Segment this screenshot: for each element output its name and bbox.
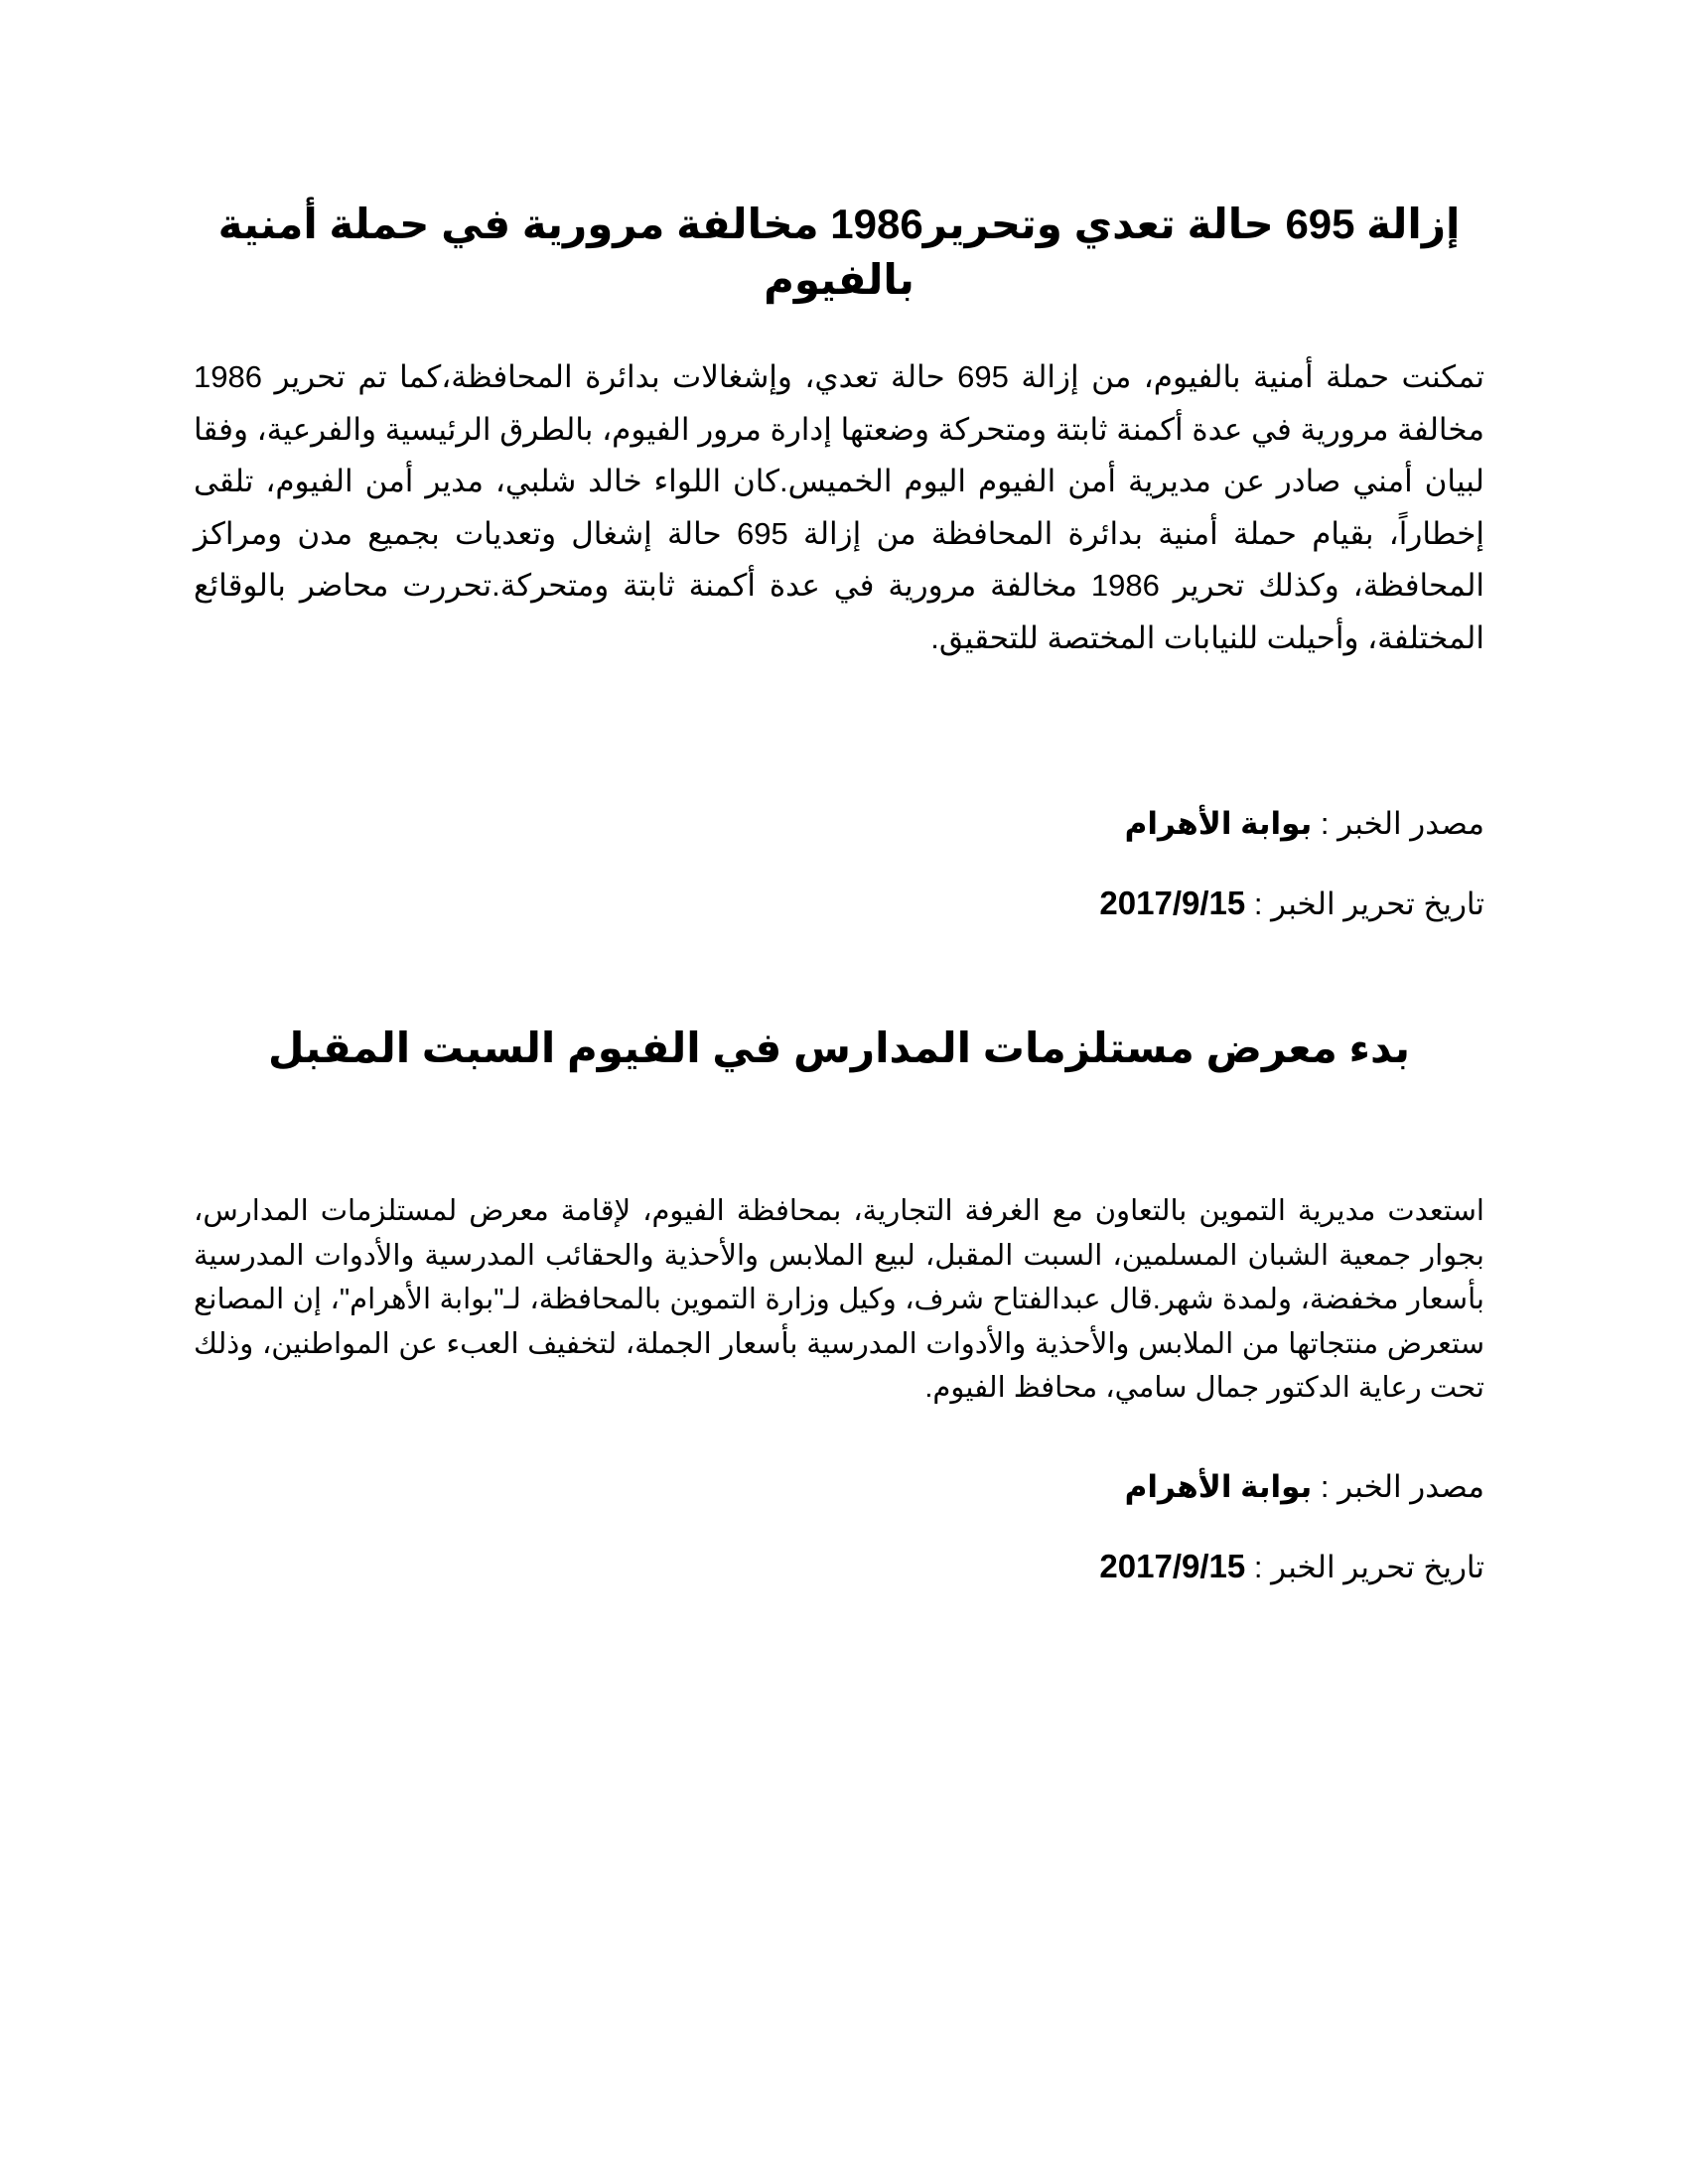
article-2-source-value: بوابة الأهرام <box>1124 1469 1313 1504</box>
article-1-date-value: 2017/9/15 <box>1099 885 1246 921</box>
article-1-source <box>194 802 1484 846</box>
article-2-source <box>194 1465 1484 1509</box>
article-1-body: تمكنت حملة أمنية بالفيوم، من إزالة 695 حالة تعدي، وإشغالات بدائرة المحافظة،كما تم تحرير 1986 مخالفة مرورية في عدة أكمنة ثابتة ومتحركة وضعتها إدارة مرور الفيوم، بالطرق الرئيسية والفرعية، وفقا لبيان أمني صادر عن مديرية أمن الفيوم اليوم الخميس.كان اللواء خالد شلبي، مدير أمن الفيوم، تلقى إخطاراً، بقيام حملة أمنية بدائرة المحافظة من إزالة 695 حالة إشغال وتعديات بجميع مدن ومراكز المحافظة، وكذلك تحرير 1986 مخالفة مرورية في عدة أكمنة ثابتة ومتحركة.تحررت محاضر بالوقائع المختلفة، وأحيلت للنيابات المختصة للتحقيق. <box>194 359 1484 655</box>
article-2-source-label: مصدر الخبر : <box>1320 1469 1484 1504</box>
article-1-title: إزالة 695 حالة تعدي وتحرير1986 مخالفة مرورية في حملة أمنية بالفيوم <box>217 201 1461 303</box>
article-2-body: استعدت مديرية التموين بالتعاون مع الغرفة التجارية، بمحافظة الفيوم، لإقامة معرض لمستلزمات المدارس، بجوار جمعية الشبان المسلمين، السبت المقبل، لبيع الملابس والأحذية والحقائب المدرسية والأدوات المدرسية بأسعار مخفضة، ولمدة شهر.قال عبدالفتاح شرف، وكيل وزارة التموين بالمحافظة، لـ"بوابة الأهرام"، إن المصانع ستعرض منتجاتها من الملابس والأحذية والأدوات المدرسية بأسعار الجملة، لتخفيف العبء عن المواطنين، وذلك تحت رعاية الدكتور جمال سامي، محافظ الفيوم. <box>194 1195 1484 1404</box>
article-1-source-label: مصدر الخبر : <box>1320 806 1484 841</box>
article-2-date-label: تاريخ تحرير الخبر : <box>1253 1550 1484 1584</box>
article-2-title: بدء معرض مستلزمات المدارس في الفيوم السبت المقبل <box>267 1024 1411 1071</box>
article-2-date-value: 2017/9/15 <box>1099 1548 1246 1584</box>
article-2-date <box>194 1545 1484 1589</box>
article-1-date-label: تاريخ تحرير الخبر : <box>1253 887 1484 921</box>
article-1-date <box>194 882 1484 926</box>
article-1-source-value: بوابة الأهرام <box>1124 806 1313 841</box>
